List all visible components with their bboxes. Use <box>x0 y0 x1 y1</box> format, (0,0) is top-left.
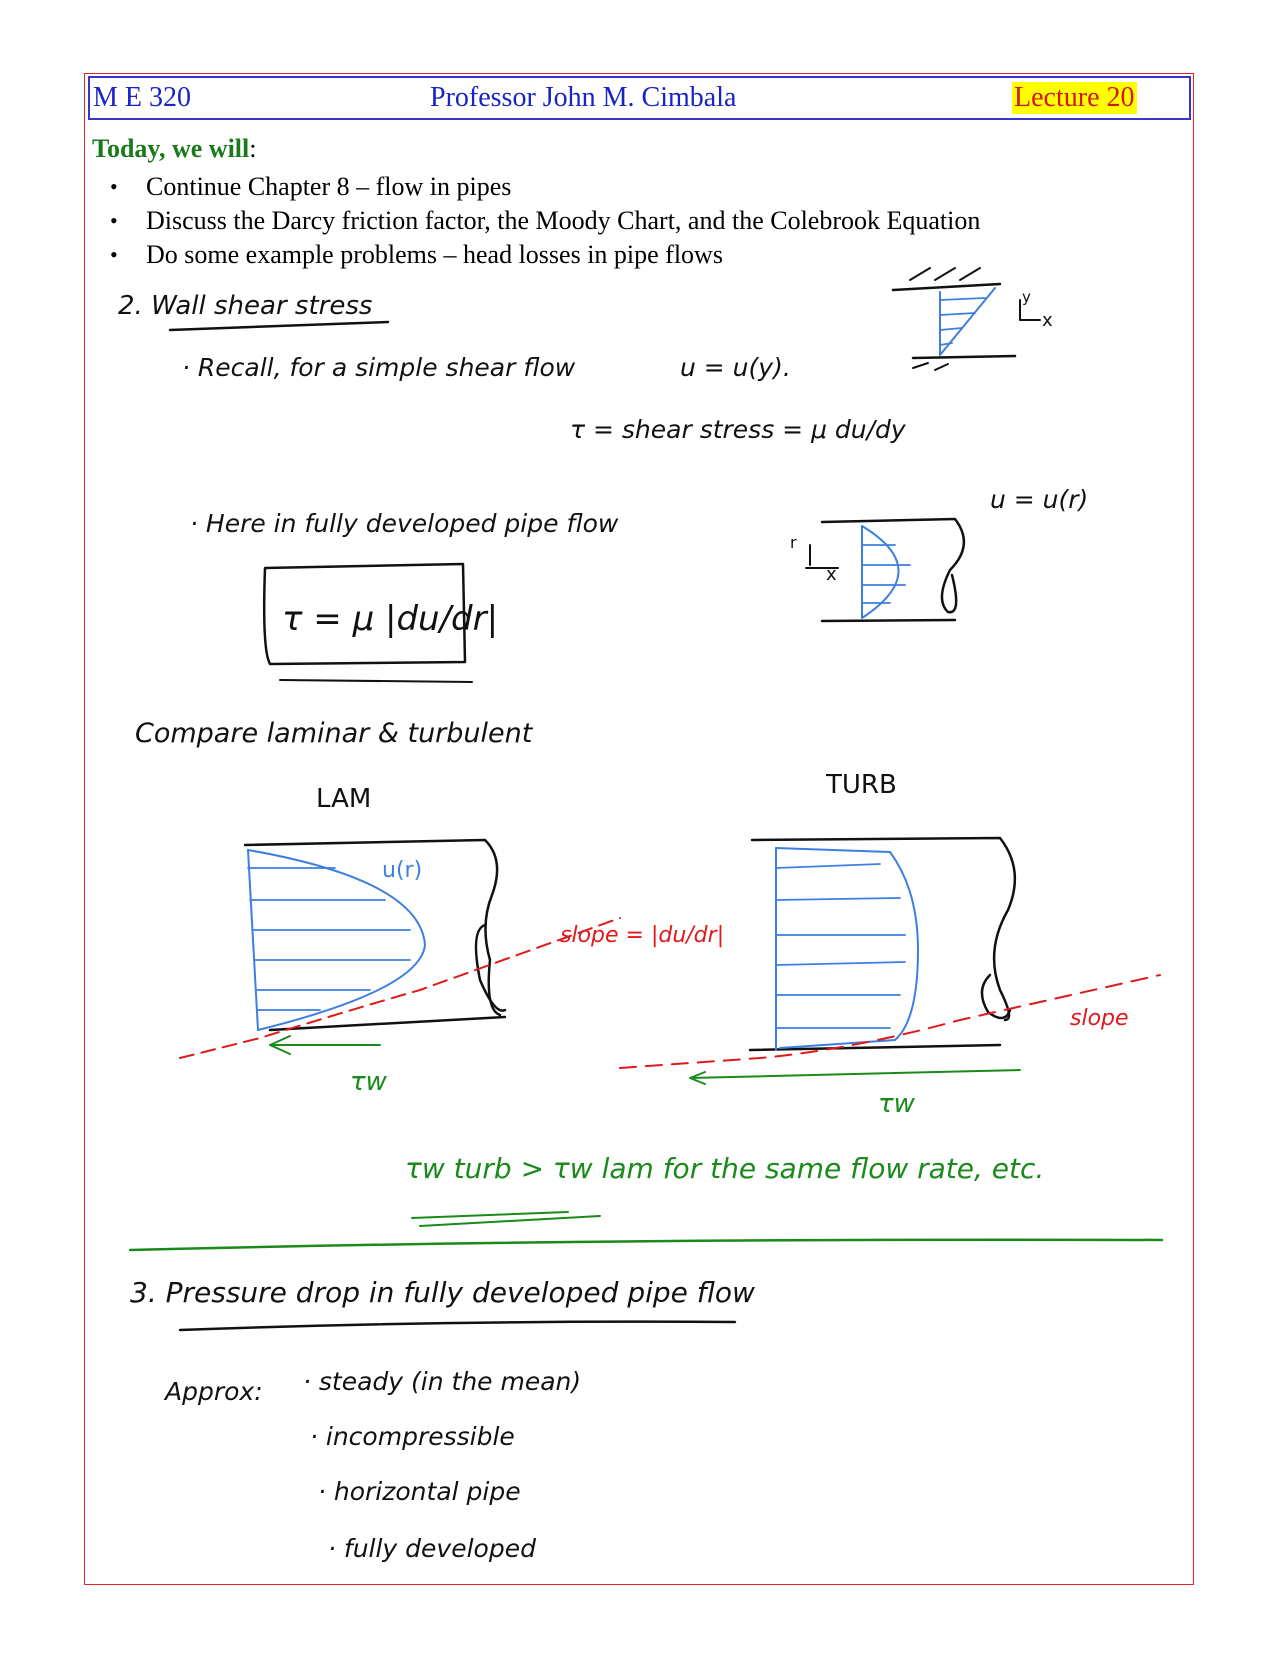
pipe-profile <box>862 526 899 618</box>
laminar-slope-line <box>180 918 620 1058</box>
agenda-item-text: Do some example problems – head losses in pipe flows <box>146 240 723 269</box>
laminar-tau-arrow <box>270 1036 380 1054</box>
boxed-equation: τ = μ |du/dr| <box>282 599 499 639</box>
pipe-axis-x-label: x <box>826 564 837 585</box>
upper-plate <box>893 284 1000 290</box>
course-code: M E 320 <box>93 82 191 113</box>
plate-hatch <box>910 268 980 280</box>
intro-title-text: Today, we will <box>92 134 250 163</box>
approx-item: · incompressible <box>310 1422 515 1451</box>
approx-item: · steady (in the mean) <box>303 1367 582 1396</box>
lam-label: LAM <box>316 784 372 814</box>
section2-underline <box>170 322 388 330</box>
comparison-underline <box>412 1212 600 1226</box>
agenda-item-text: Continue Chapter 8 – flow in pipes <box>146 172 512 201</box>
approx-item: · fully developed <box>328 1534 536 1563</box>
turbulent-tau-arrow <box>690 1070 1020 1084</box>
lower-plate <box>913 356 1015 358</box>
shear-arrows <box>940 298 985 345</box>
axis-r-label: r <box>790 533 797 552</box>
section3-underline <box>180 1322 735 1330</box>
section3-title: 3. Pressure drop in fully developed pipe flow <box>130 1276 755 1309</box>
compare-line: Compare laminar & turbulent <box>135 718 533 749</box>
comparison-statement: τw turb > τw lam for the same flow rate, etc. <box>405 1152 1045 1185</box>
agenda-item-text: Discuss the Darcy friction factor, the Moody Chart, and the Colebrook Equation <box>146 206 981 235</box>
slope-label: slope <box>1070 1006 1129 1031</box>
turbulent-tau-label: τw <box>878 1089 915 1119</box>
bullet-dot: • <box>110 242 118 267</box>
u-r-label: u(r) <box>382 858 423 883</box>
lecture-number: Lecture 20 <box>1014 82 1135 113</box>
turbulent-arrows <box>776 864 905 1028</box>
approx-item: · horizontal pipe <box>318 1477 521 1506</box>
turbulent-profile <box>776 848 918 1048</box>
slope-equation: slope = |du/dr| <box>560 923 725 948</box>
axis-x-label: x <box>1042 310 1053 331</box>
recall-line: · Recall, for a simple shear flow <box>182 353 576 382</box>
approx-label: Approx: <box>165 1377 263 1406</box>
simple-shear-sketch <box>893 268 1053 370</box>
laminar-centerline <box>248 850 258 1030</box>
turb-label: TURB <box>826 770 897 800</box>
u-of-y: u = u(y). <box>680 353 791 382</box>
here-line: · Here in fully developed pipe flow <box>190 509 619 538</box>
bullet-dot: • <box>110 208 118 233</box>
laminar-pipe-bottom <box>270 1017 505 1030</box>
pipe-bottom <box>822 620 955 621</box>
tau-definition: τ = shear stress = μ du/dy <box>570 415 906 444</box>
laminar-pipe-sketch <box>180 840 724 1097</box>
section-divider <box>130 1240 1162 1250</box>
laminar-tau-label: τw <box>350 1067 387 1097</box>
intro-title-colon: : <box>249 134 257 163</box>
lower-hatch <box>913 363 948 370</box>
pipe-arrows <box>862 545 910 603</box>
u-of-r: u = u(r) <box>990 485 1089 514</box>
turbulent-pipe-outline <box>752 838 1015 1020</box>
professor-name: Professor John M. Cimbala <box>430 82 737 113</box>
section2-title: 2. Wall shear stress <box>118 291 373 321</box>
bullet-dot: • <box>110 174 118 199</box>
laminar-arrows <box>248 868 410 1010</box>
equation-box-shadow <box>280 680 472 682</box>
turbulent-pipe-sketch <box>620 838 1160 1119</box>
small-pipe-sketch <box>790 519 964 621</box>
axis-y-label: y <box>1022 288 1031 306</box>
laminar-pipe-outline <box>245 840 500 1015</box>
